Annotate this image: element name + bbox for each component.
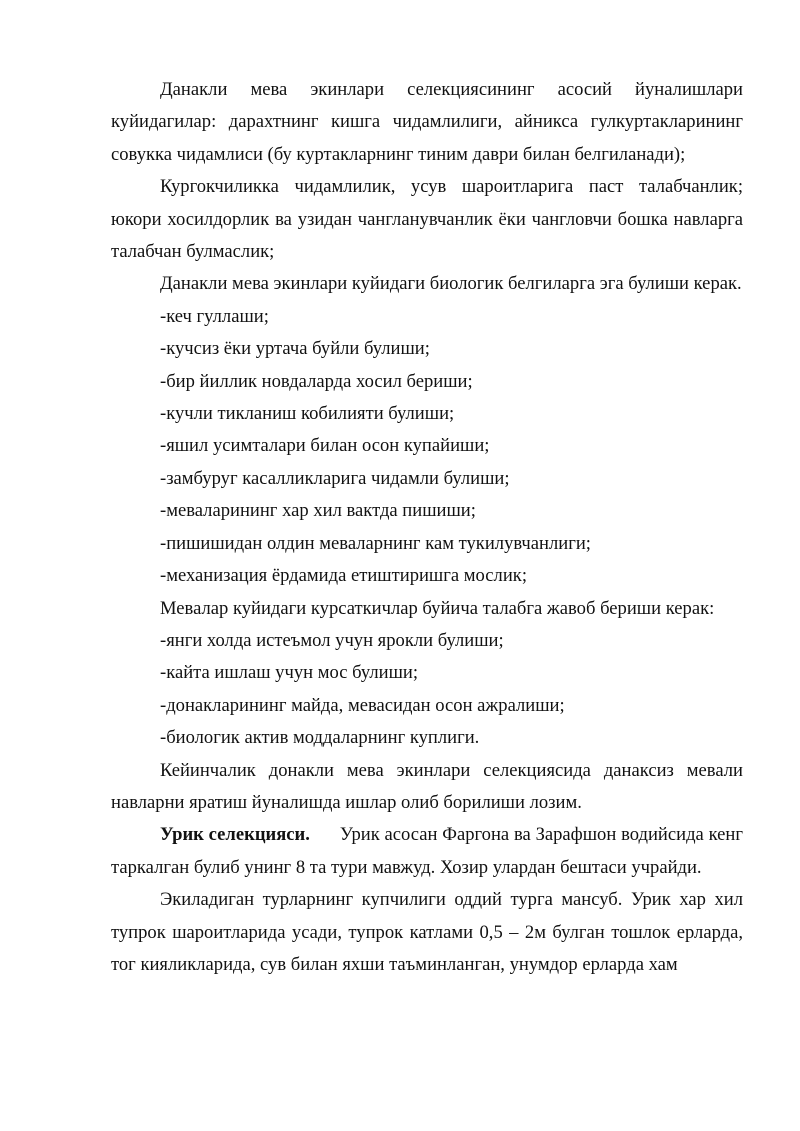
paragraph-seedless-breeding: Кейинчалик донакли мева экинлари селекциясида данаксиз мевали навларни яратиш йуналишда ишлар олиб борилиши лозим.: [111, 759, 743, 813]
paragraph-selection-directions: Данакли мева экинлари селекциясининг асосий йуналишлари куйидагилар: дарахтнинг кишга чидамлилиги, айникса гулкуртакларининг совукка чидамлиси (бу куртакларнинг тиним даври билан белгиланади);: [111, 79, 743, 165]
list-item: -биологик актив моддаларнинг куплиги.: [160, 727, 480, 749]
document-body: [111, 74, 743, 981]
list-item: -кеч гуллаши;: [160, 305, 269, 327]
list-item: -янги холда истеъмол учун ярокли булиши;: [160, 629, 504, 651]
paragraph-drought-tolerance: Кургокчиликка чидамлилик, усув шароитларига паст талабчанлик; юкори хосилдорлик ва узидан чангланувчанлик ёки чангловчи бошка навларга талабчан булмаслик;: [111, 176, 743, 263]
fruit-requirements-list: [111, 625, 743, 755]
section-heading-apricot-selection: Урик селекцияси.: [160, 824, 310, 846]
list-item: -бир йиллик новдаларда хосил бериши;: [160, 370, 473, 392]
list-item: -меваларининг хар хил вактда пишиши;: [160, 500, 476, 522]
list-item: -механизация ёрдамида етиштиришга мослик;: [160, 565, 527, 587]
list-item: -кучсиз ёки уртача буйли булиши;: [160, 338, 430, 360]
list-item: -пишишидан олдин меваларнинг кам тукилувчанлиги;: [160, 532, 591, 554]
list-item: -яшил усимталари билан осон купайиши;: [160, 435, 490, 457]
paragraph-fruit-requirements: Мевалар куйидаги курсаткичлар буйича талабга жавоб бериши керак:: [160, 597, 715, 619]
paragraph-cultivated-species: Экиладиган турларнинг купчилиги оддий турга мансуб. Урик хар хил тупрок шароитларида усади, тупрок катлами 0,5 – 2м булган тошлок ерларда, тог кияликларида, сув билан яхши таъминланган, унумдор ерларда хам: [111, 889, 743, 975]
biological-traits-list: [111, 301, 743, 593]
list-item: -кучли тикланиш кобилияти булиши;: [160, 403, 455, 425]
paragraph-apricot-selection: [111, 819, 743, 884]
apricot-selection-text: Урик асосан Фаргона ва Зарафшон водийсида кенг таркалган булиб унинг 8 та тури мавжуд. Хозир улардан бештаси учрайди.: [111, 824, 743, 878]
paragraph-biological-traits: Данакли мева экинлари куйидаги биологик белгиларга эга булиши керак.: [160, 273, 742, 295]
list-item: -донакларининг майда, мевасидан осон ажралиши;: [160, 694, 565, 716]
list-item: -кайта ишлаш учун мос булиши;: [160, 662, 419, 684]
list-item: -замбуруг касалликларига чидамли булиши;: [160, 467, 510, 489]
